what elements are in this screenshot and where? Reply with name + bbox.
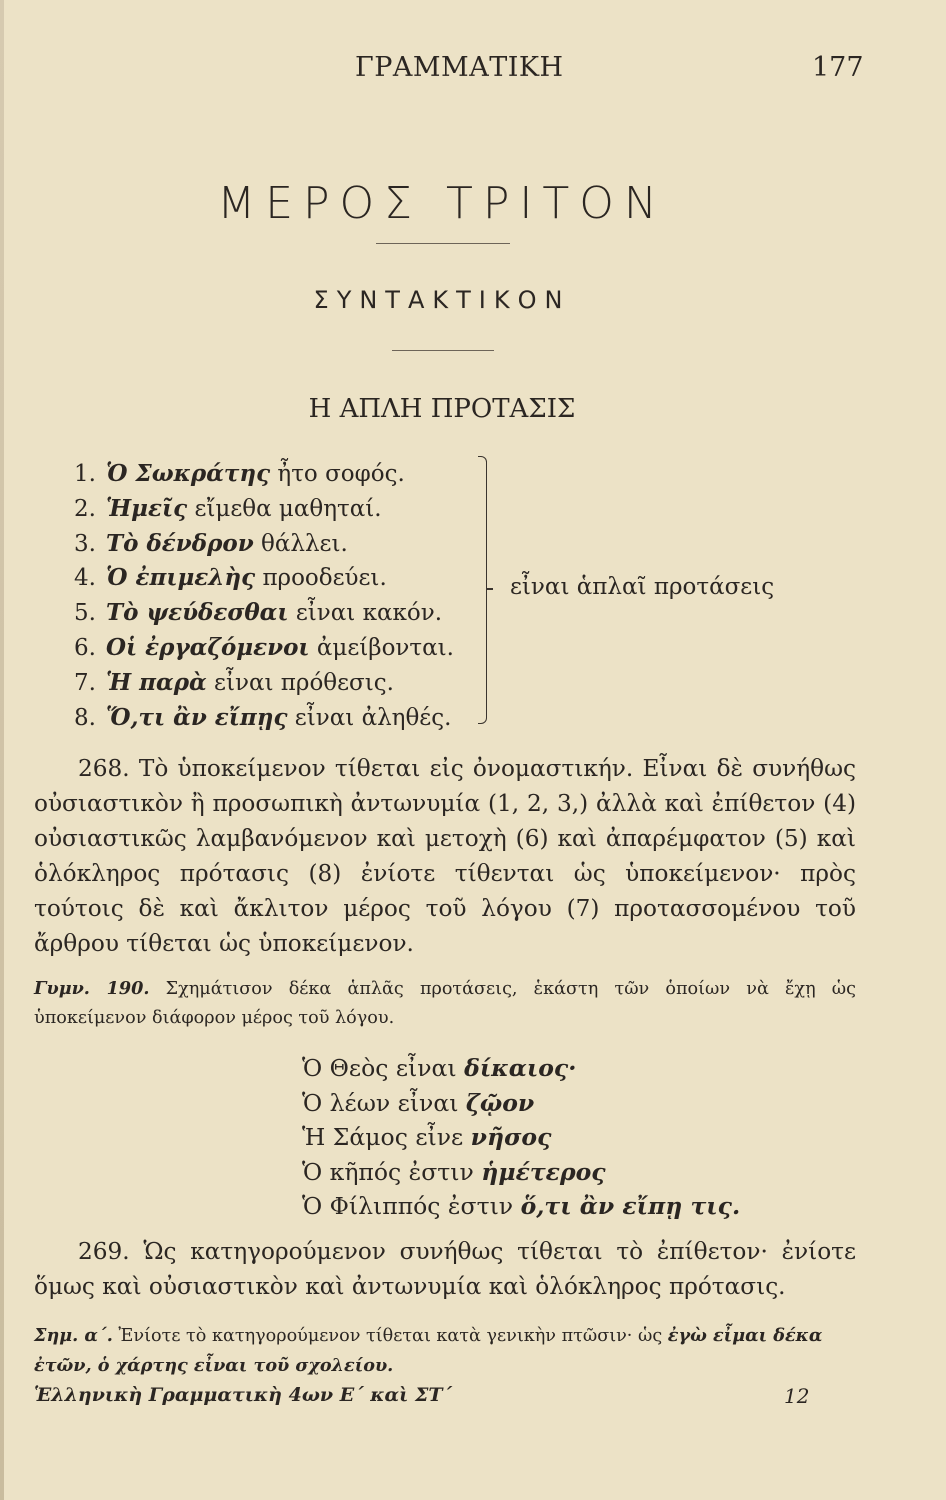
paragraph-268	[34, 751, 856, 961]
list-item: 1. Ὁ Σωκράτης ἦτο σοφός.	[74, 460, 405, 487]
list-item: 2. Ἡμεῖς εἴμεθα μαθηταί.	[74, 494, 382, 522]
divider-rule	[376, 243, 510, 244]
brace-bracket	[478, 456, 487, 724]
list-item: 3. Τὸ δένδρον θάλλει.	[74, 529, 348, 557]
example-sentences	[74, 457, 454, 735]
list-item: Ἡ Σάμος εἶνε νῆσος	[302, 1123, 552, 1151]
part-title: ΜΕΡΟΣ ΤΡΙΤΟΝ	[217, 178, 667, 229]
list-item: 7. Ἡ παρὰ εἶναι πρόθεσις.	[74, 668, 394, 696]
footer-signature: 12	[784, 1384, 810, 1408]
list-item: 5. Τὸ ψεύδεσθαι εἶναι κακόν.	[74, 599, 443, 627]
paragraph-text: Ὡς κατηγορούμενον συνήθως τίθεται τὸ ἐπίθετον· ἐνίοτε ὅμως καὶ οὐσιαστικὸν καὶ ἀντωνυμία καὶ ὁλόκληρος πρότασις.	[34, 1238, 856, 1300]
running-header: ΓΡΑΜΜΑΤΙΚΗ	[355, 52, 564, 83]
list-item: Ὁ λέων εἶναι ζῷον	[302, 1088, 535, 1117]
subtitle: ΣΥΝΤΑΚΤΙΚΟΝ	[313, 286, 571, 314]
paragraph-text: Τὸ ὑποκείμενον τίθεται εἰς ὀνομαστικήν. Εἶναι δὲ συνήθως οὐσιαστικὸν ἢ προσωπικὴ ἀντωνυμία (1, 2, 3,) ἀλλὰ καὶ ἐπίθετον (4) οὐσιαστικῶς λαμβανόμενον καὶ μετοχὴ (6) καὶ ἀπαρέμφατον (5) καὶ ὁλόκληρος πρότασις (8) ἐνίοτε τίθενται ὡς ὑποκείμενον· πρὸς τούτοις δὲ καὶ ἄκλιτον μέρος τοῦ λόγου (7) προτασσομένου τοῦ ἄρθρου τίθεται ὡς ὑποκείμενον.	[34, 755, 856, 957]
paragraph-number: 268.	[78, 755, 130, 782]
brace-annotation: εἶναι ἁπλαῖ προτάσεις	[510, 574, 775, 600]
divider-rule	[392, 350, 494, 351]
page-number: 177	[812, 52, 864, 83]
list-item: 8. Ὅ,τι ἂν εἴπῃς εἶναι ἀληθές.	[74, 703, 452, 731]
brace-point	[486, 588, 493, 590]
section-heading: Η ΑΠΛΗ ΠΡΟΤΑΣΙΣ	[308, 394, 576, 424]
note-text: Ἐνίοτε τὸ κατηγορούμενον τίθεται κατὰ γενικὴν πτῶσιν· ὡς	[118, 1326, 663, 1346]
list-item: Ὁ Φίλιππός ἐστιν ὅ,τι ἂν εἴπῃ τις.	[302, 1192, 741, 1220]
list-item: 6. Οἱ ἐργαζόμενοι ἀμείβονται.	[74, 633, 454, 661]
paragraph-269	[34, 1234, 856, 1304]
paragraph-number: 269.	[78, 1238, 130, 1265]
note-label: Σημ. α΄.	[34, 1325, 113, 1346]
footer-book-title: Ἑλληνικὴ Γραμματικὴ 4ων Ε΄ καὶ ΣΤ΄	[34, 1384, 453, 1406]
list-item: Ὁ κῆπός ἐστιν ἡμέτερος	[302, 1157, 606, 1186]
list-item: Ὁ Θεὸς εἶναι δίκαιος·	[302, 1054, 577, 1082]
predicate-examples	[302, 1051, 740, 1224]
note-example: ἐγὼ εἶμαι δέκα ἐτῶν, ὁ χάρτης εἶναι τοῦ σχολείου.	[34, 1325, 823, 1376]
exercise-text: Σχημάτισον δέκα ἁπλᾶς προτάσεις, ἑκάστη τῶν ὁποίων νὰ ἔχῃ ὡς ὑποκείμενον διάφορον μέρος τοῦ λόγου.	[34, 979, 857, 1028]
note-a	[34, 1321, 856, 1381]
exercise-190	[34, 974, 856, 1033]
list-item: 4. Ὁ ἐπιμελὴς προοδεύει.	[74, 564, 387, 592]
exercise-label: Γυμν. 190.	[34, 978, 150, 999]
